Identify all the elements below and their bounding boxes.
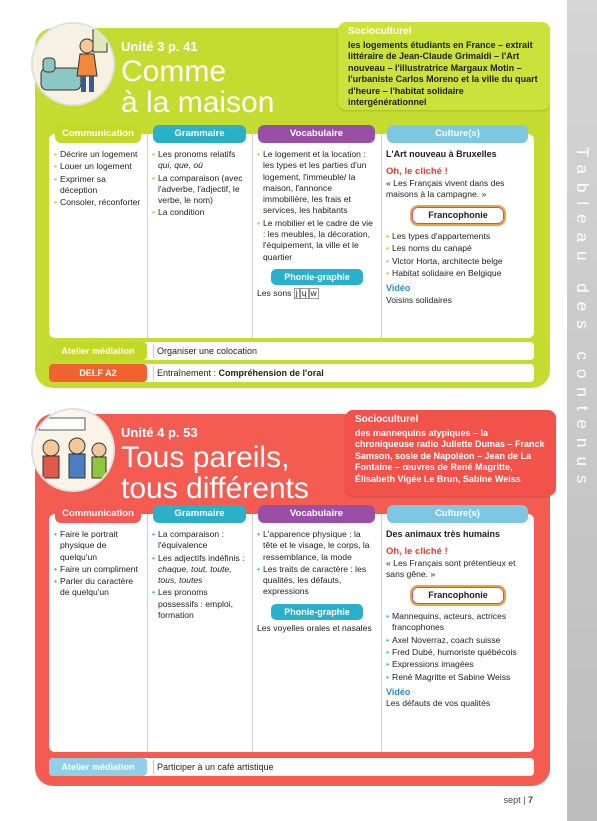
francophonie-label: Francophonie [410,205,506,226]
list-item: • René Magritte et Sabine Weiss [386,672,530,683]
cliche-text: « Les Français sont prétentieux et sans gêne. » [386,557,516,579]
unit-4-title: Tous pareils, tous différents [121,441,309,505]
side-band-label: Tableau des contenus [573,147,592,493]
phonie-text: Les voyelles orales et nasales [257,622,372,633]
header-communication: Communication [55,125,141,143]
phonie-graphie-label: Phonie-graphie [271,604,363,620]
list-item: • Louer un logement [54,161,143,172]
list-item: • Le mobilier et le cadre de vie : les meubles, la décoration, l'équipement, la ville et le quartier [257,218,377,263]
list-item: • Faire un compliment [54,564,143,575]
unit-3-illustration [31,22,115,106]
header-grammaire: Grammaire [153,125,246,143]
unit-3-card [35,28,550,388]
unit-4-number: Unité 4 p. 53 [121,425,198,440]
culture-title: Des animaux très humains [386,529,501,539]
list-item: • Axel Noverraz, coach suisse [386,635,530,646]
unit-4-col-communication [49,508,148,752]
atelier-label: Atelier médiation [49,758,147,776]
header-vocabulaire: Vocabulaire [258,125,375,143]
unit-3-col-cultures [381,128,534,338]
unit-4-col-grammaire [147,508,253,752]
francophonie-label: Francophonie [410,585,506,606]
video-text: Les défauts de vos qualités [386,698,491,709]
header-cultures: Culture(s) [387,505,528,523]
delf-label: DELF A2 [49,364,147,382]
header-communication: Communication [55,505,141,523]
video-heading: Vidéo [386,686,411,697]
list-item: • La comparaison : l'équivalence [152,529,248,552]
video-text: Voisins solidaires [386,294,452,305]
unit-3-title: Comme à la maison [121,55,275,119]
list-item: • Fred Dubé, humoriste québécois [386,647,530,658]
list-item: • Les pronoms possessifs : emploi, formation [152,587,248,621]
unit-3-delf-strip [49,364,534,382]
header-grammaire: Grammaire [153,505,246,523]
unit-3-col-grammaire [147,128,253,338]
list-item: • Victor Horta, architecte belge [386,256,530,267]
list-item: • Les noms du canapé [386,243,530,254]
list-item: • Consoler, réconforter [54,197,143,208]
atelier-text: Participer à un café artistique [157,762,274,772]
atelier-label: Atelier médiation [49,342,147,360]
unit-3-col-communication [49,128,148,338]
list-item: • Les pronoms relatifs qui, que, où [152,149,248,172]
list-item: • La comparaison (avec l'adverbe, l'adjectif, le verbe, le nom) [152,173,248,207]
list-item: • L'apparence physique : la tête et le visage, le corps, la ressemblance, la mode [257,529,377,563]
unit-3-socioculturel: Socioculturel les logements étudiants en France – extrait littéraire de Jean-Claude Grimaldi – l'Art nouveau – l'illustratrice Margaux Motin – l'urbaniste Carlos Moreno et la ville du quart d'heure – l'habitat solidaire intergénérationnel [338,22,550,110]
list-item: • Faire le portrait physique de quelqu'un [54,529,143,563]
unit-4-socioculturel: Socioculturel des mannequins atypiques – la chroniqueuse radio Juliette Dumas – Franck Samson, sosie de Napoléon – Jean de La Fontaine – œuvres de René Magritte, Élisabeth Vigée Le Brun, Sabine Weiss [345,410,556,496]
page-number: sept | 7 [503,795,533,805]
unit-4-content-panel [49,508,534,752]
list-item: • Les adjectifs indéfinis : chaque, tout, toute, tous, toutes [152,553,248,587]
unit-4-illustration [31,408,115,492]
header-cultures: Culture(s) [387,125,528,143]
side-band [567,0,597,821]
header-vocabulaire: Vocabulaire [258,505,375,523]
list-item: • Expressions imagées [386,659,530,670]
list-item: • Mannequins, acteurs, actrices francophones [386,611,530,634]
unit-4-atelier-strip [49,758,534,776]
unit-4-col-cultures [381,508,534,752]
phonie-text: Les sons j ɥ w [257,287,317,298]
list-item: • Décrire un logement [54,149,143,160]
culture-title: L'Art nouveau à Bruxelles [386,149,497,159]
unit-3-content-panel [49,128,534,338]
unit-3-number: Unité 3 p. 41 [121,39,198,54]
cliche-text: « Les Français vivent dans des maisons à la campagne. » [386,177,505,199]
list-item: • Parler du caractère de quelqu'un [54,576,143,599]
unit-3-atelier-strip [49,342,534,360]
unit-3-col-vocabulaire [252,128,382,338]
list-item: • Le logement et la location : les types et les parties d'un logement, l'immeuble/ la maison, l'annonce immobilière, les frais et services, les habitants [257,149,377,217]
phonie-graphie-label: Phonie-graphie [271,269,363,285]
cliche-heading: Oh, le cliché ! [386,546,448,558]
list-item: • Habitat solidaire en Belgique [386,268,530,279]
video-heading: Vidéo [386,283,411,294]
list-item: • Les traits de caractère : les qualités, les défauts, expressions [257,564,377,598]
list-item: • Exprimer sa déception [54,174,143,197]
delf-text: Entraînement : Compréhension de l'oral [157,368,324,378]
unit-4-card [35,414,550,786]
cliche-heading: Oh, le cliché ! [386,166,448,178]
unit-4-col-vocabulaire [252,508,382,752]
list-item: • La condition [152,207,248,218]
atelier-text: Organiser une colocation [157,346,258,356]
list-item: • Les types d'appartements [386,231,530,242]
